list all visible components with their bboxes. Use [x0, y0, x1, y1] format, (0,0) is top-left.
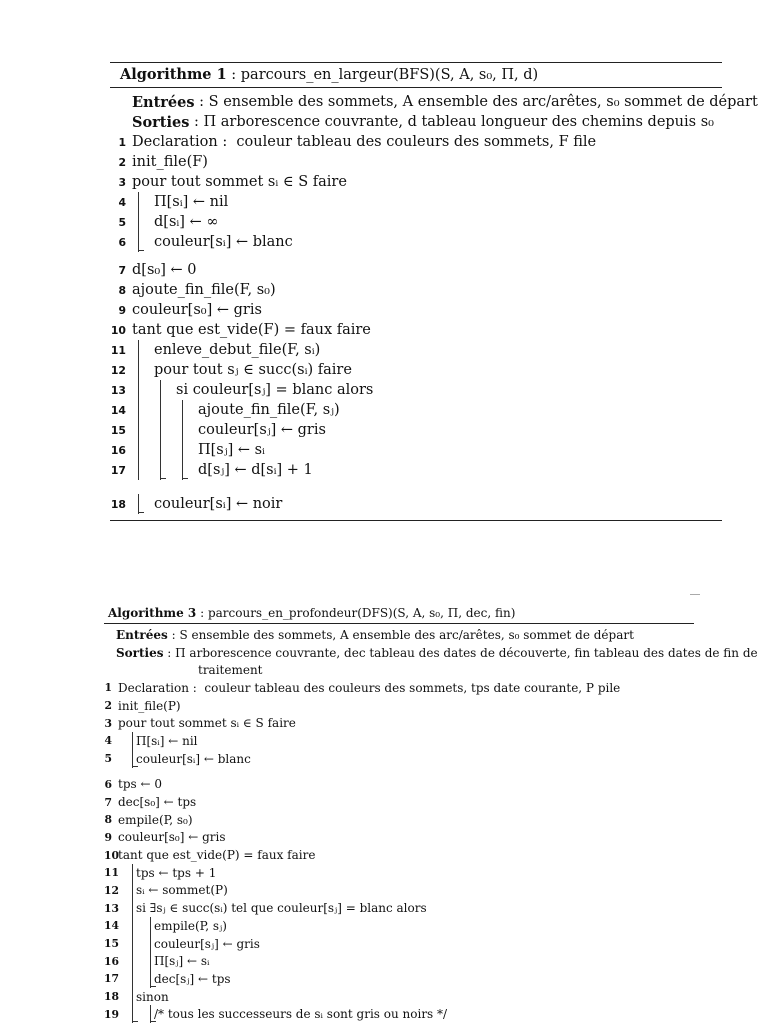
line-number: 18 [110, 497, 126, 511]
line-number: 11 [110, 343, 126, 357]
block-bar [138, 340, 139, 360]
line-text: couleur[s₀] ← gris [118, 830, 226, 845]
line-text: d[sⱼ] ← d[sᵢ] + 1 [198, 462, 313, 478]
block-bar [150, 935, 151, 953]
block-bar [138, 460, 139, 480]
block-bar [150, 952, 151, 970]
line-number: 18 [104, 990, 120, 1004]
block-bar [138, 380, 139, 400]
code-line [104, 793, 694, 811]
line-number: 4 [104, 734, 112, 748]
line-gap [110, 252, 722, 260]
code-line [104, 679, 694, 697]
line-text: couleur[sᵢ] ← noir [154, 496, 283, 512]
line-number: 2 [118, 155, 126, 169]
block-bar [132, 935, 133, 953]
line-text: si ∃sⱼ ∈ succ(sᵢ) tel que couleur[sⱼ] = blanc alors [136, 901, 427, 916]
outputs-label: Sorties [116, 645, 164, 660]
inputs-line [110, 92, 758, 112]
code-line [110, 192, 722, 212]
line-text: tant que est_vide(F) = faux faire [132, 322, 371, 338]
line-number: 3 [104, 716, 112, 730]
code-line [110, 494, 722, 514]
code-line [110, 300, 722, 320]
line-number: 16 [104, 954, 120, 968]
block-foot [150, 986, 156, 987]
line-number: 10 [104, 848, 120, 862]
code-line [110, 460, 722, 480]
inputs-label: Entrées [116, 627, 168, 642]
algorithm-body [110, 88, 758, 514]
line-text: init_file(P) [118, 698, 181, 713]
block-bar [132, 882, 133, 900]
code-line [104, 917, 694, 935]
line-text: Π[sᵢ] ← nil [136, 733, 198, 748]
code-line [104, 1005, 694, 1023]
line-number: 1 [104, 681, 112, 695]
line-gap [110, 480, 722, 494]
block-bar [132, 970, 133, 988]
line-text: d[s₀] ← 0 [132, 262, 197, 278]
line-text: si couleur[sⱼ] = blanc alors [176, 382, 374, 398]
line-number: 6 [118, 235, 126, 249]
line-text: pour tout sommet sᵢ ∈ S faire [132, 174, 347, 190]
block-bar [138, 494, 139, 514]
block-bar [182, 460, 183, 480]
code-line [110, 152, 722, 172]
block-bar [138, 232, 139, 252]
block-foot [132, 766, 138, 767]
code-line [110, 340, 722, 360]
block-bar [138, 360, 139, 380]
line-text: ajoute_fin_file(F, sⱼ) [198, 402, 340, 418]
line-number: 14 [104, 919, 120, 933]
block-bar [132, 917, 133, 935]
block-bar [132, 952, 133, 970]
line-text: tps ← tps + 1 [136, 865, 217, 880]
block-bar [132, 899, 133, 917]
line-number: 2 [104, 699, 112, 713]
code-line [104, 899, 694, 917]
block-bar [138, 212, 139, 232]
block-bar [132, 732, 133, 750]
line-number: 17 [110, 463, 126, 477]
code-line [110, 212, 722, 232]
line-number: 15 [110, 423, 126, 437]
line-number: 11 [104, 866, 120, 880]
code-lines [110, 132, 722, 514]
block-bar [160, 440, 161, 460]
code-line [104, 988, 694, 1006]
line-text: couleur[sⱼ] ← gris [198, 422, 326, 438]
bottom-rule [110, 520, 722, 521]
block-bar [138, 440, 139, 460]
block-bar [132, 988, 133, 1006]
block-bar [182, 440, 183, 460]
line-text: dec[sⱼ] ← tps [154, 971, 231, 986]
line-text: empile(P, sⱼ) [154, 918, 227, 933]
line-number: 7 [118, 263, 126, 277]
algorithm-title [104, 604, 694, 623]
outputs-text: : Π arborescence couvrante, dec tableau des dates de découverte, fin tableau des dates de fin de [163, 645, 758, 660]
line-number: 16 [110, 443, 126, 457]
code-line [110, 440, 722, 460]
line-number: 4 [118, 195, 126, 209]
code-line [110, 320, 722, 340]
code-lines [104, 679, 694, 1023]
algorithm-3 [104, 604, 758, 1023]
line-gap [104, 768, 694, 776]
line-text: couleur[sᵢ] ← blanc [154, 234, 293, 250]
block-foot [150, 1021, 156, 1022]
line-number: 19 [104, 1007, 120, 1021]
line-number: 6 [104, 777, 112, 791]
line-number: 12 [110, 363, 126, 377]
block-foot [160, 478, 166, 479]
line-text: tps ← 0 [118, 777, 162, 792]
line-text: enleve_debut_file(F, sᵢ) [154, 342, 321, 358]
outputs-text: : Π arborescence couvrante, d tableau longueur des chemins depuis s₀ [189, 114, 714, 130]
line-number: 7 [104, 795, 112, 809]
line-number: 3 [118, 175, 126, 189]
line-text: couleur[s₀] ← gris [132, 302, 262, 318]
line-text: Π[sᵢ] ← nil [154, 194, 229, 210]
code-line [110, 380, 722, 400]
outputs-text-cont: traitement [198, 663, 263, 678]
code-line [110, 420, 722, 440]
algorithm-1 [110, 62, 758, 521]
line-number: 1 [118, 135, 126, 149]
code-line [104, 714, 694, 732]
code-line [104, 811, 694, 829]
algorithm-label: Algorithme 3 [108, 606, 197, 620]
block-bar [138, 420, 139, 440]
algorithm-title [110, 63, 722, 87]
inputs-text: : S ensemble des sommets, A ensemble des arc/arêtes, s₀ sommet de départ [167, 627, 634, 642]
line-number: 8 [118, 283, 126, 297]
code-line [110, 360, 722, 380]
algorithm-signature: : parcours_en_profondeur(DFS)(S, A, s₀, Π, dec, fin) [196, 606, 516, 620]
inputs-text: : S ensemble des sommets, A ensemble des arc/arêtes, s₀ sommet de départ [194, 94, 758, 110]
block-bar [132, 864, 133, 882]
algorithm-signature: : parcours_en_largeur(BFS)(S, A, s₀, Π, d) [226, 67, 539, 83]
line-number: 9 [104, 830, 112, 844]
algorithm-body [104, 624, 758, 1023]
line-number: 14 [110, 403, 126, 417]
inputs-label: Entrées [132, 93, 195, 111]
line-text: init_file(F) [132, 154, 208, 170]
line-number: 8 [104, 813, 112, 827]
code-line [104, 732, 694, 750]
line-text: empile(P, s₀) [118, 812, 193, 827]
algorithm-label: Algorithme 1 [120, 66, 227, 83]
block-bar [138, 192, 139, 212]
line-text: Declaration : couleur tableau des couleurs des sommets, tps date courante, P pile [118, 680, 621, 695]
block-foot [138, 512, 144, 513]
code-line [104, 829, 694, 847]
code-line [104, 864, 694, 882]
code-line [104, 697, 694, 715]
line-text: tant que est_vide(P) = faux faire [118, 848, 316, 863]
line-number: 5 [118, 215, 126, 229]
block-bar [182, 420, 183, 440]
outputs-label: Sorties [132, 113, 190, 131]
line-text: sinon [136, 989, 169, 1004]
code-line [104, 776, 694, 794]
code-line [110, 400, 722, 420]
code-line [104, 952, 694, 970]
block-bar [182, 400, 183, 420]
block-bar [160, 460, 161, 480]
line-text: Π[sⱼ] ← sᵢ [154, 954, 210, 969]
line-number: 10 [110, 323, 126, 337]
block-foot [138, 250, 144, 251]
line-text: sᵢ ← sommet(P) [136, 883, 228, 898]
code-line [110, 232, 722, 252]
code-line [110, 280, 722, 300]
code-line [104, 750, 694, 768]
block-bar [150, 917, 151, 935]
outputs-line [104, 644, 758, 662]
line-number: 17 [104, 972, 120, 986]
line-text: Declaration : couleur tableau des couleurs des sommets, F file [132, 134, 597, 150]
line-text: dec[s₀] ← tps [118, 795, 197, 810]
line-text: d[sᵢ] ← ∞ [154, 214, 219, 230]
code-line [104, 882, 694, 900]
block-bar [160, 420, 161, 440]
line-text: couleur[sⱼ] ← gris [154, 936, 260, 951]
block-foot [182, 478, 188, 479]
line-number: 15 [104, 937, 120, 951]
line-text: Π[sⱼ] ← sᵢ [198, 442, 265, 458]
code-line [104, 970, 694, 988]
block-foot [132, 1021, 138, 1022]
line-number: 9 [118, 303, 126, 317]
margin-dash [690, 594, 700, 595]
outputs-continuation [104, 661, 694, 679]
line-text: /* tous les successeurs de sᵢ sont gris ou noirs */ [154, 1007, 448, 1022]
line-text: couleur[sᵢ] ← blanc [136, 751, 251, 766]
line-text: pour tout sommet sᵢ ∈ S faire [118, 716, 296, 731]
line-number: 12 [104, 883, 120, 897]
block-bar [160, 380, 161, 400]
code-line [110, 260, 722, 280]
block-bar [138, 400, 139, 420]
line-text: ajoute_fin_file(F, s₀) [132, 282, 276, 298]
outputs-line [110, 112, 722, 132]
inputs-line [104, 626, 694, 644]
code-line [104, 935, 694, 953]
line-number: 13 [104, 901, 120, 915]
code-line [104, 846, 694, 864]
line-number: 13 [110, 383, 126, 397]
code-line [110, 132, 722, 152]
block-bar [160, 400, 161, 420]
code-line [110, 172, 722, 192]
line-text: pour tout sⱼ ∈ succ(sᵢ) faire [154, 362, 352, 378]
line-number: 5 [104, 752, 112, 766]
